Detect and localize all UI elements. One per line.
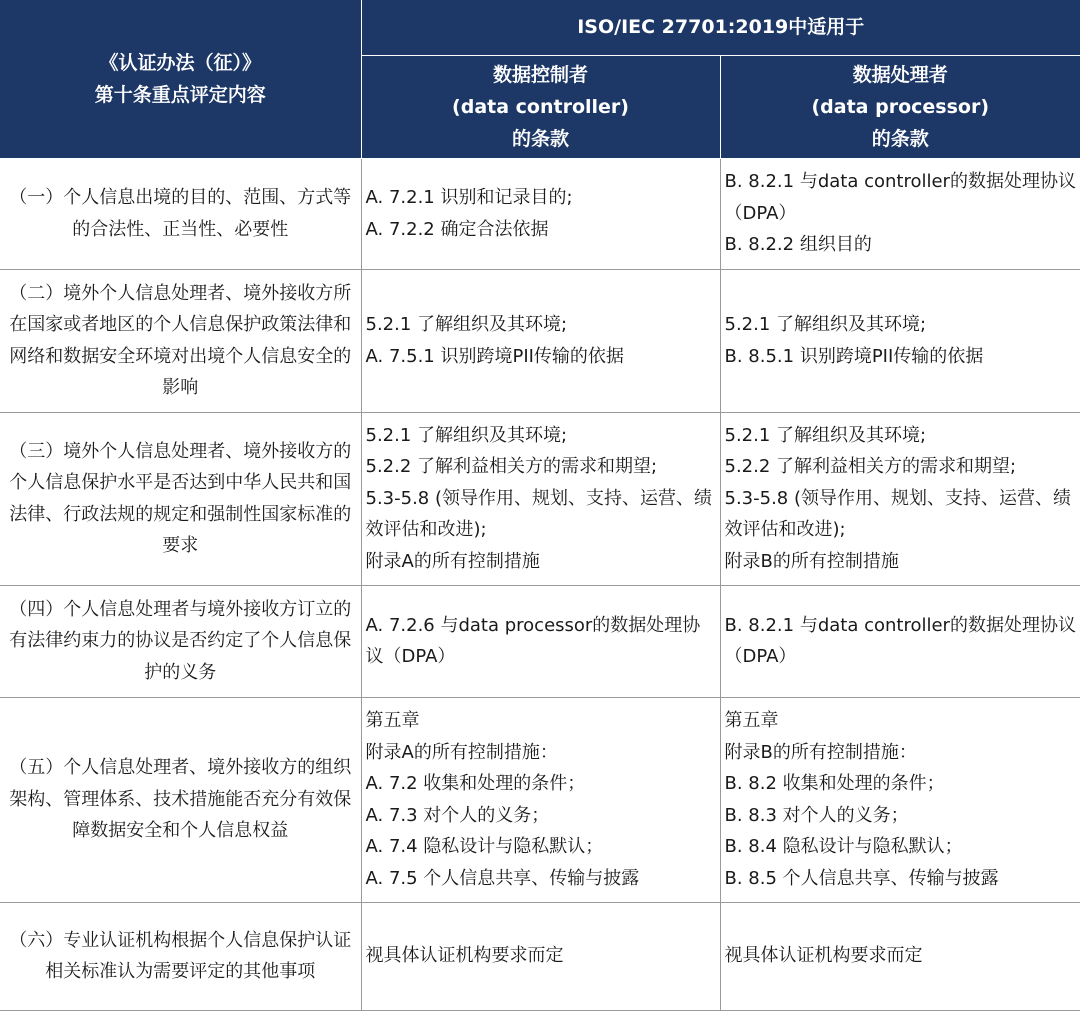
- table-row: [0, 697, 1080, 902]
- table-row: [0, 585, 1080, 697]
- processor-clauses: 视具体认证机构要求而定: [720, 902, 1080, 1010]
- table-row: [0, 269, 1080, 412]
- header-data-controller: 数据控制者 (data controller) 的条款: [361, 55, 720, 158]
- controller-clauses: A. 7.2.6 与data processor的数据处理协议（DPA）: [361, 585, 720, 697]
- header-iso-group: ISO/IEC 27701:2019中适用于: [361, 0, 1080, 55]
- processor-clauses: 5.2.1 了解组织及其环境; 5.2.2 了解利益相关方的需求和期望; 5.3-5.8 (领导作用、规划、支持、运营、绩效评估和改进); 附录B的所有控制措施: [720, 412, 1080, 585]
- evaluation-item: （五）个人信息处理者、境外接收方的组织架构、管理体系、技术措施能否充分有效保障数据安全和个人信息权益: [0, 697, 361, 902]
- controller-clauses: A. 7.2.1 识别和记录目的; A. 7.2.2 确定合法依据: [361, 158, 720, 269]
- processor-clauses: B. 8.2.1 与data controller的数据处理协议（DPA）: [720, 585, 1080, 697]
- table-row: [0, 902, 1080, 1010]
- evaluation-item: （一）个人信息出境的目的、范围、方式等的合法性、正当性、必要性: [0, 158, 361, 269]
- controller-clauses: 5.2.1 了解组织及其环境; A. 7.5.1 识别跨境PII传输的依据: [361, 269, 720, 412]
- evaluation-item: （六）专业认证机构根据个人信息保护认证相关标准认为需要评定的其他事项: [0, 902, 361, 1010]
- header-data-processor: 数据处理者 (data processor) 的条款: [720, 55, 1080, 158]
- processor-clauses: B. 8.2.1 与data controller的数据处理协议（DPA） B. 8.2.2 组织目的: [720, 158, 1080, 269]
- controller-clauses: 5.2.1 了解组织及其环境; 5.2.2 了解利益相关方的需求和期望; 5.3-5.8 (领导作用、规划、支持、运营、绩效评估和改进); 附录A的所有控制措施: [361, 412, 720, 585]
- processor-clauses: 第五章 附录B的所有控制措施： B. 8.2 收集和处理的条件； B. 8.3 对个人的义务； B. 8.4 隐私设计与隐私默认； B. 8.5 个人信息共享、传输与披露: [720, 697, 1080, 902]
- controller-clauses: 视具体认证机构要求而定: [361, 902, 720, 1010]
- processor-clauses: 5.2.1 了解组织及其环境; B. 8.5.1 识别跨境PII传输的依据: [720, 269, 1080, 412]
- table-row: [0, 158, 1080, 269]
- controller-clauses: 第五章 附录A的所有控制措施： A. 7.2 收集和处理的条件； A. 7.3 对个人的义务； A. 7.4 隐私设计与隐私默认； A. 7.5 个人信息共享、传输与披露: [361, 697, 720, 902]
- evaluation-item: （二）境外个人信息处理者、境外接收方所在国家或者地区的个人信息保护政策法律和网络和数据安全环境对出境个人信息安全的影响: [0, 269, 361, 412]
- header-evaluation-content: 《认证办法（征）》 第十条重点评定内容: [0, 0, 361, 158]
- evaluation-item: （三）境外个人信息处理者、境外接收方的个人信息保护水平是否达到中华人民共和国法律、行政法规的规定和强制性国家标准的要求: [0, 412, 361, 585]
- table-row: [0, 412, 1080, 585]
- evaluation-item: （四）个人信息处理者与境外接收方订立的有法律约束力的协议是否约定了个人信息保护的义务: [0, 585, 361, 697]
